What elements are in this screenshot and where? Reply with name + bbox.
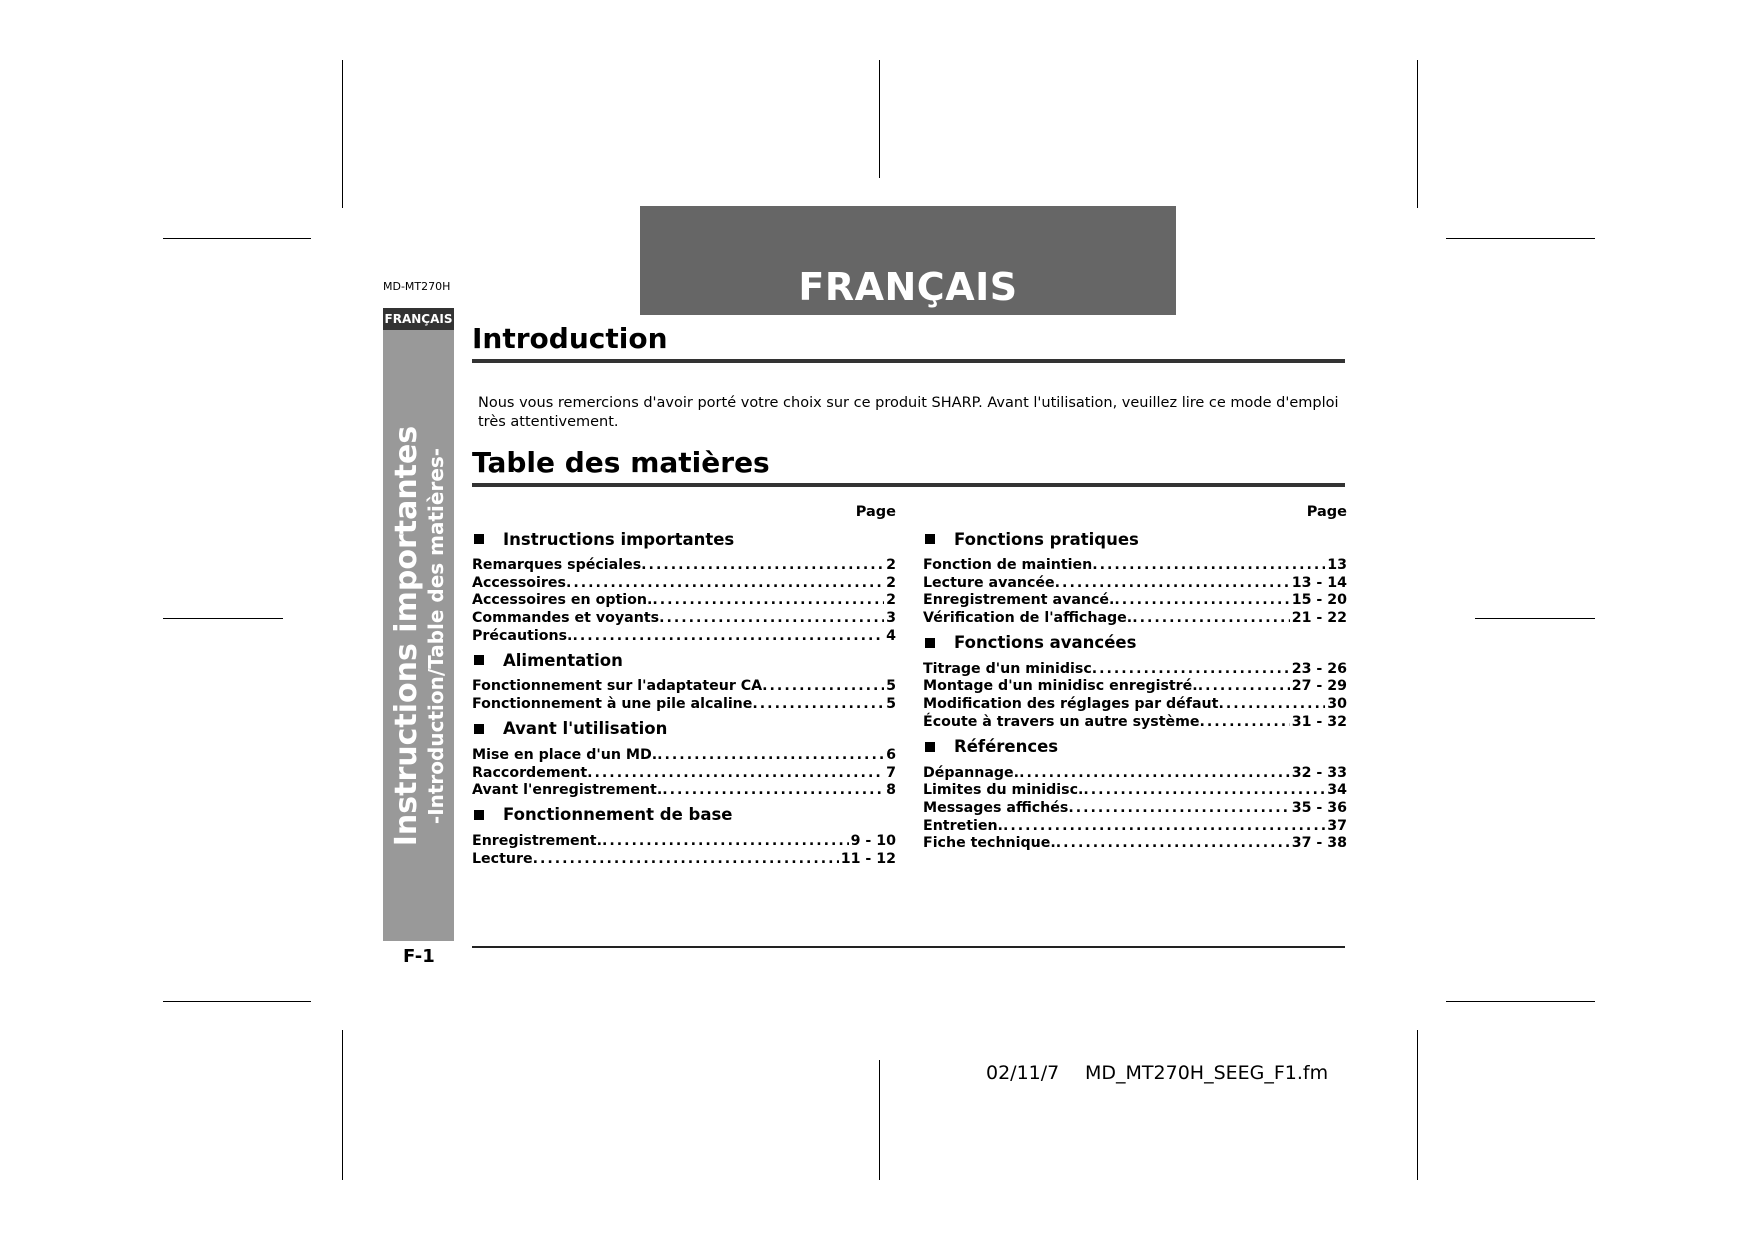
toc-entry-page: 13: [1327, 557, 1347, 573]
toc-entry: [923, 765, 1347, 783]
introduction-heading: Introduction: [472, 322, 668, 355]
toc-entry: [472, 782, 896, 800]
language-banner: [640, 206, 1176, 315]
crop-mark: [342, 60, 343, 208]
crop-mark: [163, 1001, 311, 1002]
toc-entry-page: 32 - 33: [1291, 764, 1347, 781]
toc-section-label: Avant l'utilisation: [503, 719, 668, 739]
crop-mark: [342, 1030, 343, 1180]
toc-entry-page: 37: [1327, 817, 1347, 834]
toc-column-left: [472, 504, 896, 868]
toc-entry: [472, 678, 896, 696]
toc-entry-title: Écoute à travers un autre système: [923, 713, 1200, 730]
toc-entry-page: 5: [886, 696, 896, 713]
dot-leader: [659, 610, 884, 628]
toc-entry-page: 5: [886, 678, 896, 695]
toc-entry: [923, 696, 1347, 714]
toc-entry-page: 7: [886, 764, 896, 781]
side-section-text: [390, 425, 448, 845]
crop-mark: [1417, 1030, 1418, 1180]
toc-entry: [923, 678, 1347, 696]
bullet-square-icon: [474, 655, 484, 665]
bullet-square-icon: [925, 638, 935, 648]
toc-entry-title: Montage d'un minidisc enregistré.: [923, 678, 1198, 695]
toc-entry-title: Messages affichés: [923, 799, 1069, 816]
dot-leader: [1092, 661, 1290, 679]
toc-entry-title: Accessoires en option.: [472, 592, 653, 609]
toc-entry-page: 3: [886, 610, 896, 627]
toc-heading: Table des matières: [472, 446, 770, 479]
toc-column-right: [923, 504, 1347, 853]
toc-entry-title: Titrage d'un minidisc: [923, 660, 1092, 677]
toc-section-title: [923, 632, 1347, 654]
toc-section-title: [923, 528, 1347, 550]
toc-section: [472, 718, 896, 800]
toc-section: [923, 736, 1347, 853]
heading-rule: [472, 483, 1345, 487]
toc-entry-title: Raccordement: [472, 764, 588, 781]
toc-entry: [923, 800, 1347, 818]
dot-leader: [602, 833, 849, 851]
dot-leader: [662, 782, 884, 800]
toc-entry-page: 21 - 22: [1291, 610, 1347, 627]
toc-entry-page: 34: [1327, 782, 1347, 799]
toc-section-label: Alimentation: [503, 650, 623, 670]
toc-entry: [923, 661, 1347, 679]
crop-mark: [1475, 618, 1595, 619]
toc-entry-title: Remarques spéciales: [472, 557, 642, 573]
side-section-subtitle: -Introduction/Table des matières-: [423, 447, 448, 824]
toc-entry-page: 2: [886, 592, 896, 609]
dot-leader: [1056, 835, 1290, 853]
toc-entry-title: Lecture: [472, 850, 533, 867]
toc-entry-page: 30: [1327, 696, 1347, 713]
toc-entry-title: Limites du minidisc.: [923, 782, 1084, 799]
toc-entry: [472, 851, 896, 869]
toc-section: [472, 528, 896, 645]
crop-mark: [1417, 60, 1418, 208]
toc-entry: [923, 714, 1347, 732]
dot-leader: [1019, 765, 1290, 783]
toc-entry: [472, 575, 896, 593]
toc-entry: [923, 575, 1347, 593]
crop-mark: [1446, 238, 1595, 239]
dot-leader: [587, 765, 884, 783]
toc-entry-page: 2: [886, 557, 896, 573]
toc-entry-page: 11 - 12: [840, 850, 896, 867]
footer-date: 02/11/7: [986, 1062, 1060, 1084]
toc-section-label: Fonctions pratiques: [954, 529, 1139, 549]
toc-entry-page: 2: [886, 574, 896, 591]
crop-mark: [879, 60, 880, 178]
dot-leader: [652, 592, 884, 610]
toc-entry: [923, 835, 1347, 853]
toc-section: [923, 632, 1347, 732]
toc-entry-page: 35 - 36: [1291, 799, 1347, 816]
toc-section-title: [472, 804, 896, 826]
toc-entry-page: 13 - 14: [1291, 574, 1347, 591]
toc-entry: [472, 765, 896, 783]
crop-mark: [163, 238, 311, 239]
dot-leader: [1198, 678, 1290, 696]
bullet-square-icon: [925, 534, 935, 544]
toc-section-title: [472, 649, 896, 671]
toc-entry-title: Enregistrement.: [472, 832, 602, 849]
dot-leader: [1200, 714, 1290, 732]
toc-section-label: Références: [954, 737, 1059, 756]
bullet-square-icon: [474, 810, 484, 820]
toc-section-label: Instructions importantes: [503, 529, 735, 549]
toc-entry-title: Vérification de l'affichage.: [923, 610, 1133, 627]
heading-rule: [472, 359, 1345, 363]
dot-leader: [752, 696, 884, 714]
toc-entry: [472, 747, 896, 765]
dot-leader: [1068, 800, 1289, 818]
bottom-rule: [472, 946, 1345, 948]
bullet-square-icon: [474, 534, 484, 544]
toc-section-title: [472, 528, 896, 550]
dot-leader: [1132, 610, 1290, 628]
toc-section-label: Fonctions avancées: [954, 633, 1137, 653]
dot-leader: [1218, 696, 1325, 714]
toc-entry: [472, 628, 896, 646]
toc-entry-title: Modification des réglages par défaut: [923, 696, 1219, 713]
toc-entry: [923, 557, 1347, 575]
crop-mark: [1446, 1001, 1595, 1002]
dot-leader: [641, 557, 884, 575]
toc-entry-title: Fiche technique.: [923, 835, 1056, 852]
toc-entry-page: 27 - 29: [1291, 678, 1347, 695]
toc-entry: [472, 833, 896, 851]
dot-leader: [1083, 782, 1325, 800]
dot-leader: [657, 747, 884, 765]
bullet-square-icon: [474, 724, 484, 734]
toc-entry: [923, 610, 1347, 628]
toc-section: [472, 804, 896, 868]
dot-leader: [1055, 575, 1290, 593]
dot-leader: [762, 678, 884, 696]
toc-section-title: [472, 718, 896, 740]
side-language-tab: FRANÇAIS: [383, 308, 454, 330]
toc-entry-page: 6: [886, 746, 896, 763]
toc-entry-title: Mise en place d'un MD.: [472, 746, 658, 763]
toc-entry: [923, 592, 1347, 610]
dot-leader: [1003, 818, 1325, 836]
toc-entry: [923, 818, 1347, 836]
toc-entry: [472, 610, 896, 628]
toc-section-label: Fonctionnement de base: [503, 805, 733, 825]
model-number: MD-MT270H: [383, 280, 451, 293]
toc-entry-page: 8: [886, 782, 896, 799]
toc-entry-page: 23 - 26: [1291, 660, 1347, 677]
dot-leader: [566, 575, 884, 593]
toc-entry: [923, 782, 1347, 800]
toc-section: [472, 649, 896, 713]
toc-entry-page: 9 - 10: [850, 832, 896, 849]
toc-entry-title: Fonction de maintien: [923, 557, 1093, 573]
dot-leader: [1092, 557, 1325, 575]
page-number: F-1: [403, 946, 435, 967]
toc-entry-title: Fonctionnement à une pile alcaline: [472, 696, 753, 713]
toc-entry-title: Avant l'enregistrement.: [472, 782, 663, 799]
toc-entry-title: Précautions.: [472, 627, 573, 644]
toc-entry-title: Enregistrement avancé.: [923, 592, 1115, 609]
toc-entry-page: 37 - 38: [1291, 835, 1347, 852]
footer-filename: MD_MT270H_SEEG_F1.fm: [1085, 1062, 1329, 1084]
toc-entry-title: Accessoires: [472, 574, 566, 591]
toc-entry-title: Entretien.: [923, 817, 1003, 834]
crop-mark: [879, 1060, 880, 1180]
banner-title: FRANÇAIS: [798, 265, 1018, 309]
dot-leader: [533, 851, 839, 869]
page-column-label: Page: [855, 504, 896, 520]
toc-entry-title: Lecture avancée: [923, 574, 1055, 591]
toc-entry-page: 31 - 32: [1291, 713, 1347, 730]
toc-entry: [472, 557, 896, 575]
side-section-title: Instructions importantes: [388, 425, 424, 846]
dot-leader: [1114, 592, 1289, 610]
introduction-text: Nous vous remercions d'avoir porté votre choix sur ce produit SHARP. Avant l'utilisation, veuillez lire ce mode d'emploi très attentivement.: [478, 395, 1339, 430]
bullet-square-icon: [925, 742, 935, 752]
crop-mark: [163, 618, 283, 619]
toc-section: [923, 528, 1347, 628]
toc-entry: [472, 696, 896, 714]
toc-entry-page: 15 - 20: [1291, 592, 1347, 609]
toc-entry-page: 4: [886, 627, 896, 644]
toc-entry-title: Dépannage.: [923, 764, 1020, 781]
side-section-bar: [383, 330, 454, 941]
toc-entry-title: Commandes et voyants: [472, 610, 660, 627]
toc-entry: [472, 592, 896, 610]
dot-leader: [572, 628, 884, 646]
toc-entry-title: Fonctionnement sur l'adaptateur CA: [472, 678, 763, 695]
page-column-label: Page: [1306, 504, 1347, 520]
toc-section-title: [923, 736, 1347, 758]
